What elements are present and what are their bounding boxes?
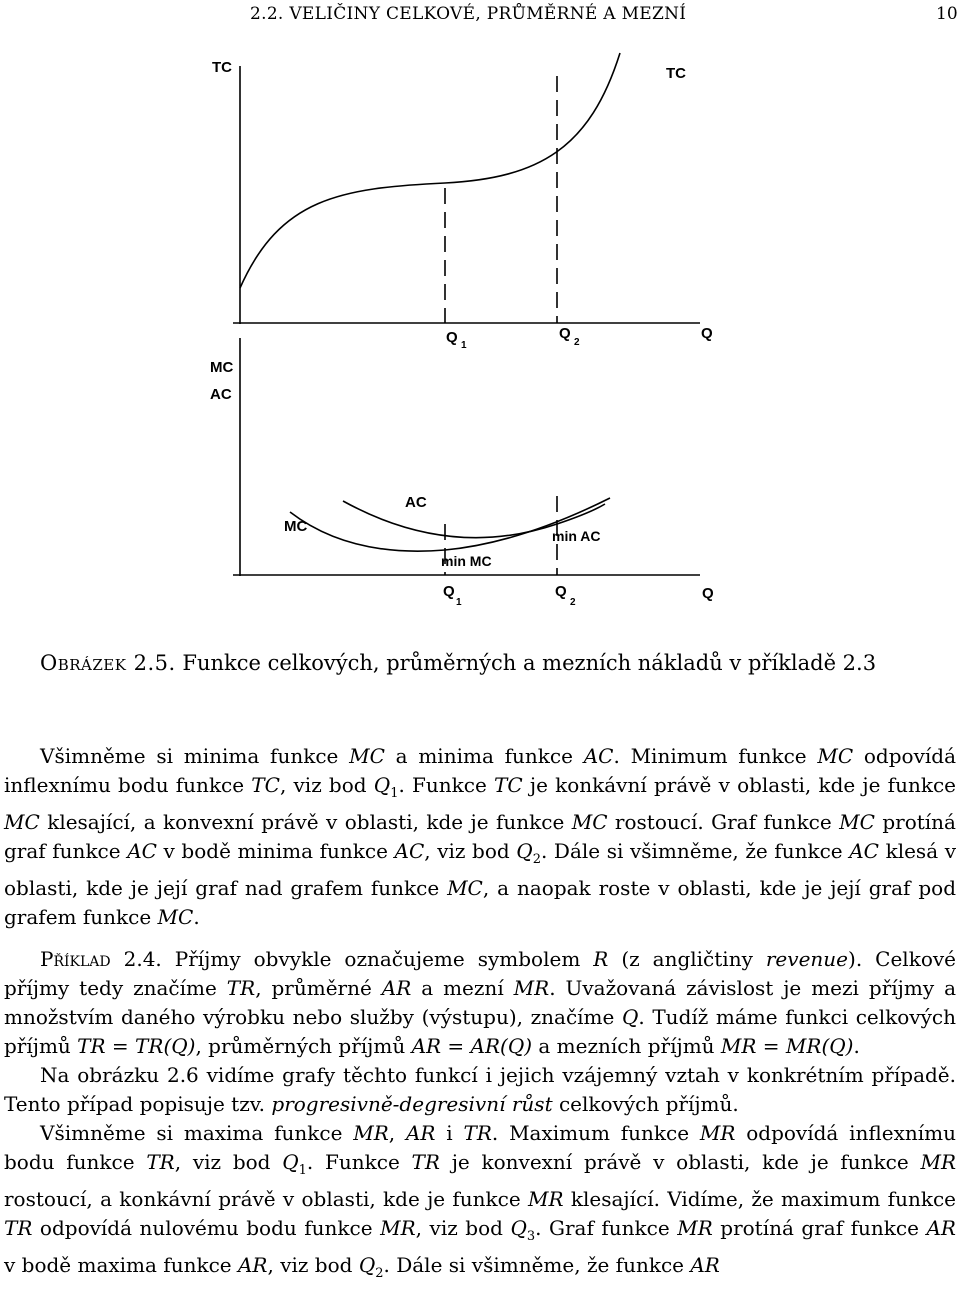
text-run: . Uvažovaná závislost je mezi příjmy a množstvím daného výrobku nebo služby (výstupu), značíme xyxy=(4,976,956,1029)
text-run: 2 xyxy=(375,1266,384,1281)
text-run: TC xyxy=(494,773,523,797)
mc-axis-label: MC xyxy=(210,359,234,376)
text-run: Q xyxy=(516,839,533,863)
text-run: rostoucí. Graf funkce xyxy=(607,810,840,834)
text-run: R xyxy=(593,947,609,971)
text-run: 3 xyxy=(526,1229,536,1244)
text-run: (z angličtiny xyxy=(608,947,766,971)
text-run: MR xyxy=(513,976,550,1000)
text-run: MC xyxy=(157,905,194,929)
text-run: je konkávní právě v oblasti, kde je funkce xyxy=(522,773,956,797)
text-run: Q xyxy=(358,1253,376,1277)
q-axis-label-bottom: Q xyxy=(702,585,714,602)
text-run: TC xyxy=(251,773,280,797)
text-run: protíná graf funkce xyxy=(712,1216,927,1240)
text-run: MC xyxy=(349,744,385,768)
tc-curve-label: TC xyxy=(666,65,686,82)
text-run: , viz bod xyxy=(174,1150,283,1174)
text-run: , a naopak roste v oblasti, kde je její graf pod grafem funkce xyxy=(4,876,956,929)
q2-sub-bottom: 2 xyxy=(570,597,576,608)
text-run: , průměrné xyxy=(255,976,382,1000)
text-run: . Funkce xyxy=(306,1150,412,1174)
text-run: protíná graf funkce xyxy=(4,810,956,863)
text-run: . Funkce xyxy=(398,773,495,797)
text-run: , viz bod xyxy=(267,1253,359,1277)
text-run: TR xyxy=(226,976,256,1000)
example-label: Příklad 2.4. xyxy=(40,947,162,971)
text-run: AR = AR(Q) xyxy=(411,1034,533,1058)
text-run: AR xyxy=(405,1121,436,1145)
text-run: MR xyxy=(380,1216,416,1240)
text-run: . Tudíž máme funkci celkových příjmů xyxy=(4,1005,956,1058)
text-run: AR xyxy=(926,1216,956,1240)
text-run: MC xyxy=(4,810,40,834)
tc-curve xyxy=(240,53,620,288)
text-run: odpovídá nulovému bodu funkce xyxy=(32,1216,381,1240)
text-run: MR xyxy=(677,1216,713,1240)
text-run: MC xyxy=(839,810,875,834)
text-run: . Minimum funkce xyxy=(613,744,818,768)
text-run: , viz bod xyxy=(415,1216,511,1240)
text-run: rostoucí, a konkávní právě v oblasti, kde je funkce xyxy=(4,1187,529,1211)
text-run: TR xyxy=(463,1121,492,1145)
q1-sub-bottom: 1 xyxy=(456,597,462,608)
text-run: Na obrázku 2.6 vidíme grafy těchto funkcí i jejich vzájemný vztah v konkrétním případě. Tento případ popisuje tzv. xyxy=(4,1063,956,1116)
text-run: , xyxy=(388,1121,406,1145)
text-run: klesající, a konvexní právě v oblasti, kde je funkce xyxy=(39,810,572,834)
text-run: i xyxy=(435,1121,464,1145)
text-run: odpovídá inflexnímu bodu funkce xyxy=(4,744,957,797)
text-run: Q xyxy=(510,1216,527,1240)
text-run: Všimněme si minima funkce xyxy=(40,744,350,768)
q1-label-top: Q xyxy=(446,329,458,346)
text-run: , viz bod xyxy=(424,839,517,863)
min-ac-label: min AC xyxy=(552,528,601,544)
text-run: ). Celkové příjmy tedy značíme xyxy=(4,947,956,1000)
text-run: klesá v oblasti, kde je její graf nad grafem funkce xyxy=(4,839,957,900)
text-run: a minima funkce xyxy=(384,744,584,768)
text-run: MR xyxy=(353,1121,389,1145)
text-run: TR = TR(Q) xyxy=(77,1034,196,1058)
text-run: revenue xyxy=(765,947,849,971)
text-run: Q xyxy=(373,773,391,797)
text-run: , průměrných příjmů xyxy=(195,1034,412,1058)
text-run: celkových příjmů. xyxy=(552,1092,739,1116)
text-run: TR xyxy=(4,1216,33,1240)
q1-label-bottom: Q xyxy=(443,583,455,600)
text-run: MR xyxy=(699,1121,736,1145)
text-run: AC xyxy=(583,744,614,768)
text-run: klesající. Vidíme, že maximum funkce xyxy=(563,1187,957,1211)
text-run: v bodě minima funkce xyxy=(156,839,395,863)
q2-label-bottom: Q xyxy=(555,583,567,600)
text-run: TR xyxy=(146,1150,175,1174)
text-run: Q xyxy=(621,1005,639,1029)
ac-curve-label: AC xyxy=(405,494,427,511)
text-run: . Dále si všimněme, že funkce xyxy=(540,839,850,863)
paragraph-minima xyxy=(4,742,956,932)
text-run: MC xyxy=(817,744,854,768)
text-run: MR = MR(Q) xyxy=(720,1034,854,1058)
text-run: AR xyxy=(237,1253,268,1277)
section-title: 2.2. VELIČINY CELKOVÉ, PRŮMĚRNÉ A MEZNÍ xyxy=(250,4,687,24)
text-run: v bodě maxima funkce xyxy=(4,1253,238,1277)
text-run: MR xyxy=(920,1150,957,1174)
q-axis-label-top: Q xyxy=(701,325,713,342)
text-run: Příjmy obvykle označujeme symbolem xyxy=(161,947,594,971)
text-run: je konvexní právě v oblasti, kde je funkce xyxy=(439,1150,921,1174)
text-run: 2 xyxy=(532,852,541,867)
ac-axis-label: AC xyxy=(210,386,232,403)
text-run: MC xyxy=(571,810,608,834)
text-run: . xyxy=(853,1034,860,1058)
example-2-4 xyxy=(4,945,956,1288)
figure-number: Obrázek 2.5. xyxy=(40,651,176,675)
text-run: MC xyxy=(447,876,483,900)
text-run: AR xyxy=(381,976,412,1000)
text-run: AC xyxy=(127,839,157,863)
text-run: AR xyxy=(690,1253,720,1277)
running-header xyxy=(0,2,960,28)
text-run: TR xyxy=(411,1150,440,1174)
q2-label-top: Q xyxy=(559,325,571,342)
text-run: . Maximum funkce xyxy=(491,1121,700,1145)
text-run: AC xyxy=(849,839,879,863)
min-mc-label: min MC xyxy=(441,553,492,569)
text-run: AC xyxy=(394,839,425,863)
text-run: . Graf funkce xyxy=(535,1216,678,1240)
tc-axis-label: TC xyxy=(212,59,232,76)
text-run: . Dále si všimněme, že funkce xyxy=(383,1253,691,1277)
q2-sub-top: 2 xyxy=(574,337,580,348)
text-run: 1 xyxy=(298,1163,307,1178)
page-number: 10 xyxy=(936,4,958,24)
text-run: . xyxy=(193,905,200,929)
cost-curves-figure xyxy=(190,48,750,620)
text-run: a mezní xyxy=(411,976,514,1000)
caption-text: Funkce celkových, průměrných a mezních nákladů v příkladě 2.3 xyxy=(182,651,877,675)
text-run: 1 xyxy=(390,786,399,801)
q1-sub-top: 1 xyxy=(461,340,467,351)
text-run: MR xyxy=(528,1187,564,1211)
text-run: progresivně-degresivní růst xyxy=(271,1092,553,1116)
figure-caption xyxy=(40,651,876,675)
text-run: Q xyxy=(282,1150,299,1174)
text-run: Všimněme si maxima funkce xyxy=(40,1121,354,1145)
text-run: , viz bod xyxy=(279,773,374,797)
text-run: odpovídá inflexnímu bodu funkce xyxy=(4,1121,957,1174)
mc-curve-label: MC xyxy=(284,518,308,535)
text-run: a mezních příjmů xyxy=(532,1034,721,1058)
